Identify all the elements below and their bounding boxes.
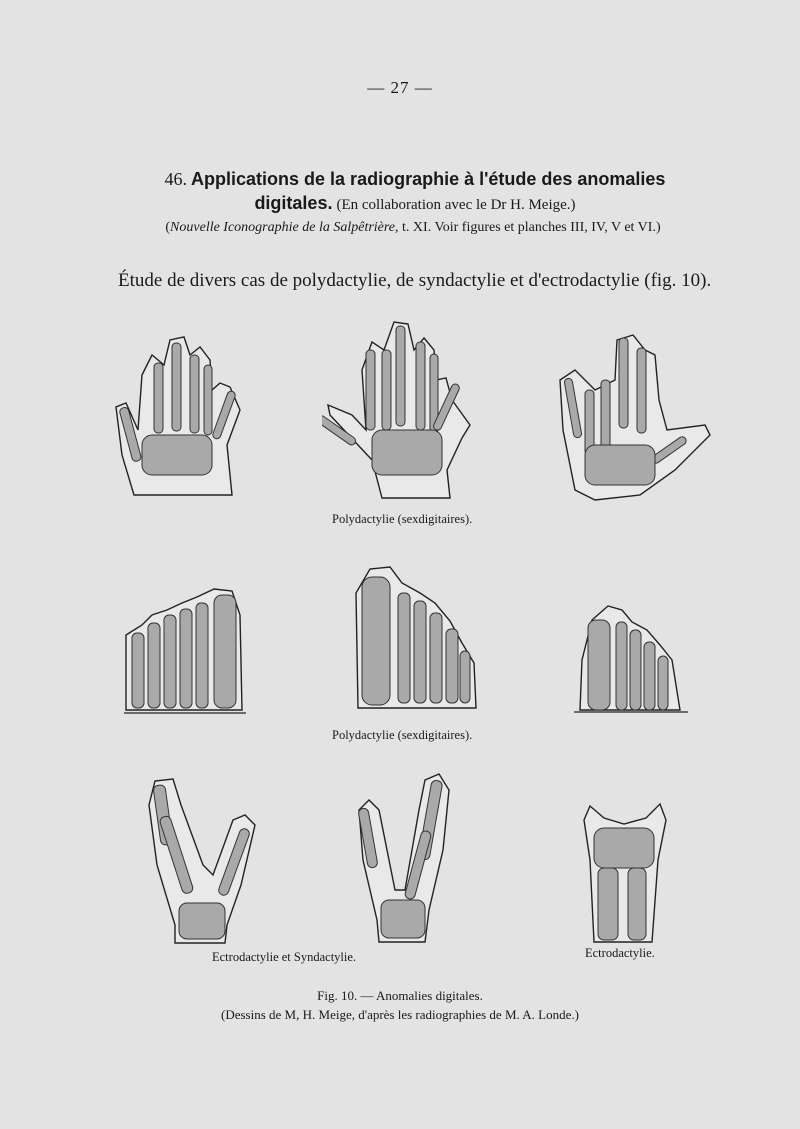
source-reference: (Nouvelle Iconographie de la Salpêtrière, t. XI. Voir figures et planches III, IV, V et VI.) [165,220,661,235]
section-number: 46. [164,169,188,189]
hand-drawing-3 [555,330,715,505]
body-paragraph: Étude de divers cas de polydactylie, de syndactylie et d'ectrodactylie (fig. 10). [118,270,712,291]
caption-row1: Polydactylie (sexdigitaires). [332,512,473,526]
section-collaboration: (En collaboration avec le Dr H. Meige.) [336,197,576,213]
hand-drawing-1 [112,335,247,505]
caption-row2: Polydactylie (sexdigitaires). [332,728,473,742]
ectrodactyly-drawing-3 [580,800,670,945]
section-heading [130,168,700,216]
foot-drawing-2 [350,563,480,711]
source-details: , t. XI. Voir figures et planches III, IV, V et VI.) [395,220,661,235]
section-title: Applications de la radiographie à l'étude des anomalies digitales. [191,169,666,213]
figure-caption: Fig. 10. — Anomalies digitales. [317,988,483,1003]
hand-drawing-2 [322,320,472,500]
page-number: — 27 — [367,78,433,97]
figure-credit: (Dessins de M, H. Meige, d'après les radiographies de M. A. Londe.) [221,1007,579,1022]
caption-row3-left: Ectrodactylie et Syndactylie. [212,950,357,964]
source-journal: Nouvelle Iconographie de la Salpêtrière [170,220,396,235]
caption-row3-right: Ectrodactylie. [585,946,655,960]
ectrodactyly-drawing-2 [355,770,455,945]
foot-drawing-1 [122,585,250,715]
foot-drawing-3 [572,600,690,716]
ectrodactyly-drawing-1 [145,775,260,945]
